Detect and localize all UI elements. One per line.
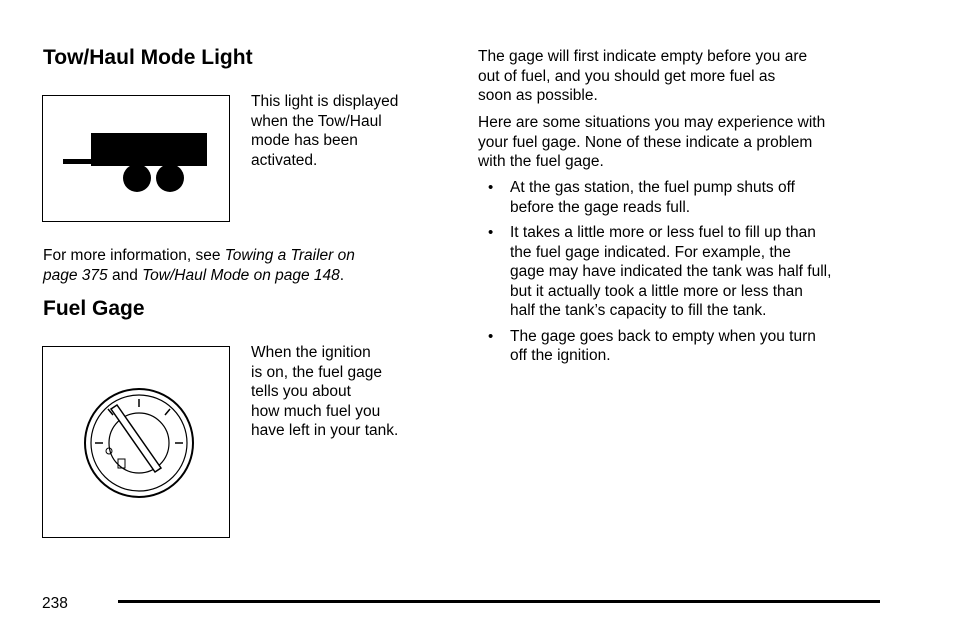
bullet-icon: • bbox=[488, 224, 494, 241]
fuel-gage-caption: When the ignition is on, the fuel gage tells you about how much fuel you have left in your tank. bbox=[251, 344, 399, 439]
fuel-gage-heading: Fuel Gage bbox=[43, 297, 145, 320]
fuel-gage-icon bbox=[43, 347, 228, 536]
page-number: 238 bbox=[42, 595, 68, 612]
towhaul-heading: Tow/Haul Mode Light bbox=[43, 46, 253, 69]
towhaul-light-figure bbox=[42, 95, 230, 222]
trailer-icon bbox=[43, 96, 228, 220]
list-item: • The gage goes back to empty when you turn off the ignition. bbox=[488, 327, 816, 364]
towhaul-caption: This light is displayed when the Tow/Haul mode has been activated. bbox=[251, 93, 399, 169]
fuel-gage-bullet-list bbox=[478, 178, 898, 372]
more-info-paragraph: For more information, see Towing a Trailer on page 375 and Tow/Haul Mode on page 148. bbox=[43, 247, 355, 284]
bullet-icon: • bbox=[488, 179, 494, 196]
fuel-gage-paragraph-2: Here are some situations you may experience with your fuel gage. None of these indicate a problem with the fuel gage. bbox=[478, 114, 826, 170]
list-item: • It takes a little more or less fuel to fill up than the fuel gage indicated. For example, the gage may have indicated the tank was half full, but it actually took a little more or less than half the tank’s capacity to fill the tank. bbox=[488, 224, 832, 319]
footer-divider bbox=[118, 600, 880, 603]
list-item: • At the gas station, the fuel pump shuts off before the gage reads full. bbox=[488, 179, 795, 216]
bullet-icon: • bbox=[488, 327, 494, 345]
fuel-gage-paragraph-1: The gage will first indicate empty before you are out of fuel, and you should get more fuel as soon as possible. bbox=[478, 48, 808, 104]
fuel-gage-figure bbox=[42, 346, 230, 538]
towhaul-mode-reference[interactable]: Tow/Haul Mode on page 148 bbox=[142, 266, 340, 284]
towing-trailer-reference[interactable]: Towing a Trailer on bbox=[224, 247, 355, 264]
towing-trailer-page-reference[interactable]: page 375 bbox=[43, 266, 108, 284]
